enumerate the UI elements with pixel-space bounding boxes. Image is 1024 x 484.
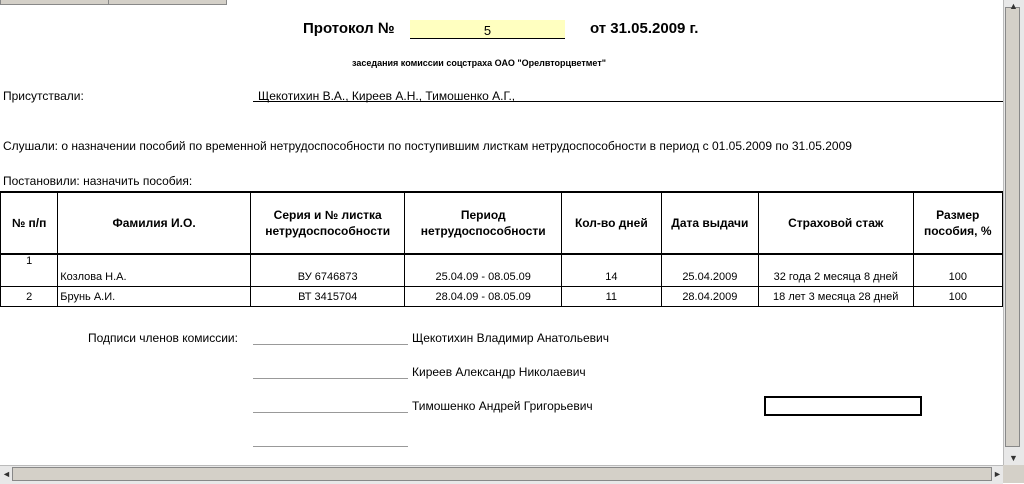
table-cell[interactable]: 11 <box>561 287 661 307</box>
table-cell[interactable]: 25.04.09 - 08.05.09 <box>405 267 561 287</box>
protocol-number-cell[interactable]: 5 <box>410 20 565 39</box>
horizontal-scroll-thumb[interactable] <box>12 467 992 481</box>
table-cell[interactable] <box>661 254 758 267</box>
present-value: Щекотихин В.А., Киреев А.Н., Тимошенко А.Г., <box>258 89 516 103</box>
signature-name-3: Тимошенко Андрей Григорьевич <box>412 399 593 413</box>
table-cell[interactable] <box>58 254 251 267</box>
toolbar-divider <box>108 0 109 4</box>
protocol-label: Протокол № <box>303 20 395 37</box>
header-issue-date: Дата выдачи <box>661 192 758 254</box>
table-cell[interactable]: 2 <box>1 287 58 307</box>
vertical-scroll-thumb[interactable] <box>1005 7 1020 447</box>
table-cell[interactable] <box>758 254 913 267</box>
signatures-label: Подписи членов комиссии: <box>88 331 238 345</box>
header-benefit-size: Размер пособия, % <box>913 192 1002 254</box>
signature-name-1: Щекотихин Владимир Анатольевич <box>412 331 609 345</box>
table-cell[interactable]: 100 <box>913 267 1002 287</box>
protocol-subtitle: заседания комиссии соцстраха ОАО "Орелвторцветмет" <box>352 58 606 68</box>
header-name: Фамилия И.О. <box>58 192 251 254</box>
table-cell[interactable] <box>913 254 1002 267</box>
table-cell[interactable]: Брунь А.И. <box>58 287 251 307</box>
header-num: № п/п <box>1 192 58 254</box>
signature-line <box>253 344 408 345</box>
table-cell[interactable]: 1 <box>1 254 58 267</box>
scroll-left-icon[interactable]: ◄ <box>2 469 11 479</box>
present-underline <box>253 101 1003 102</box>
header-insurance-length: Страховой стаж <box>758 192 913 254</box>
signature-name-2: Киреев Александр Николаевич <box>412 365 586 379</box>
present-label: Присутствали: <box>3 89 84 103</box>
scroll-down-icon[interactable]: ▼ <box>1009 453 1018 463</box>
signature-line <box>253 378 408 379</box>
table-cell[interactable]: 14 <box>561 267 661 287</box>
table-row <box>1 287 1003 307</box>
table-row <box>1 254 1003 267</box>
table-cell[interactable] <box>250 254 405 267</box>
header-period: Период нетрудоспособности <box>405 192 561 254</box>
table-cell[interactable]: 18 лет 3 месяца 28 дней <box>758 287 913 307</box>
table-row <box>1 267 1003 287</box>
table-cell[interactable]: 28.04.2009 <box>661 287 758 307</box>
header-days: Кол-во дней <box>561 192 661 254</box>
heard-text: Слушали: о назначении пособий по временной нетрудоспособности по поступившим листкам нетрудоспособности в период с 01.05.2009 по 31.05.2009 <box>3 139 852 153</box>
decided-text: Постановили: назначить пособия: <box>3 174 193 188</box>
table-cell[interactable]: Козлова Н.А. <box>58 267 251 287</box>
signature-line <box>253 446 408 447</box>
benefits-table <box>0 191 1003 307</box>
table-header-row <box>1 192 1003 254</box>
table-cell[interactable] <box>561 254 661 267</box>
table-cell[interactable]: 25.04.2009 <box>661 267 758 287</box>
header-sheet-number: Серия и № листка нетрудоспособности <box>250 192 405 254</box>
scroll-right-icon[interactable]: ► <box>993 469 1002 479</box>
scroll-up-icon[interactable]: ▲ <box>1009 1 1018 11</box>
table-cell[interactable]: 32 года 2 месяца 8 дней <box>758 267 913 287</box>
scrollbar-corner <box>1003 465 1024 483</box>
table-cell[interactable] <box>405 254 561 267</box>
selected-cell-frame[interactable] <box>764 396 922 416</box>
table-cell[interactable] <box>1 267 58 287</box>
table-cell[interactable]: ВУ 6746873 <box>250 267 405 287</box>
protocol-date: от 31.05.2009 г. <box>590 20 699 37</box>
table-cell[interactable]: ВТ 3415704 <box>250 287 405 307</box>
table-cell[interactable]: 28.04.09 - 08.05.09 <box>405 287 561 307</box>
signature-line <box>253 412 408 413</box>
toolbar-remnant <box>0 0 227 5</box>
table-cell[interactable]: 100 <box>913 287 1002 307</box>
